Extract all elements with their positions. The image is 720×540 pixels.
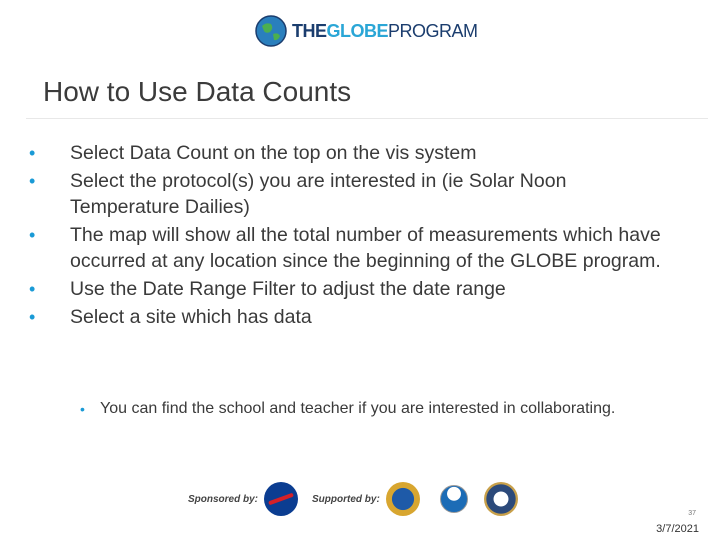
bullet-item xyxy=(26,222,676,274)
noaa-logo-icon xyxy=(440,485,468,513)
bullet-text: Select the protocol(s) you are interested in (ie Solar Noon Temperature Dailies) xyxy=(70,170,567,218)
bullet-dot: • xyxy=(29,225,36,245)
bullet-item xyxy=(26,140,676,166)
title-divider xyxy=(26,118,708,119)
bullet-text: Select a site which has data xyxy=(70,306,312,328)
sub-bullet-text: You can find the school and teacher if you are interested in collaborating. xyxy=(100,400,616,417)
logo-the: THE xyxy=(292,20,327,41)
slide-number: 37 xyxy=(688,510,696,517)
bullet-dot: • xyxy=(29,171,36,191)
bullet-dot: • xyxy=(29,307,36,327)
state-department-seal-icon xyxy=(484,482,518,516)
globe-program-logo xyxy=(254,14,478,48)
sponsor-strip xyxy=(188,478,532,520)
bullet-dot: • xyxy=(80,401,85,417)
bullet-text: Select Data Count on the top on the vis system xyxy=(70,142,477,164)
bullet-list xyxy=(26,140,676,332)
sponsored-by-label: Sponsored by: xyxy=(188,493,259,505)
logo-text xyxy=(292,20,478,43)
bullet-text: Use the Date Range Filter to adjust the date range xyxy=(70,278,506,300)
bullet-item xyxy=(26,304,676,330)
logo-program: PROGRAM xyxy=(388,20,478,41)
sub-bullet-item xyxy=(80,399,620,419)
nasa-logo-icon xyxy=(264,482,298,516)
bullet-dot: • xyxy=(29,279,36,299)
bullet-text: The map will show all the total number of measurements which have occurred at any location since the beginning of the GLOBE program. xyxy=(70,224,661,272)
slide-date: 3/7/2021 xyxy=(656,523,699,535)
bullet-item xyxy=(26,168,676,220)
supported-by-label: Supported by: xyxy=(312,493,380,505)
bullet-dot: • xyxy=(29,143,36,163)
slide-title: How to Use Data Counts xyxy=(43,76,352,107)
nsf-logo-icon xyxy=(386,482,420,516)
sub-bullet-list xyxy=(80,399,620,419)
globe-icon xyxy=(254,14,288,48)
logo-globe: GLOBE xyxy=(326,20,389,41)
bullet-item xyxy=(26,276,676,302)
